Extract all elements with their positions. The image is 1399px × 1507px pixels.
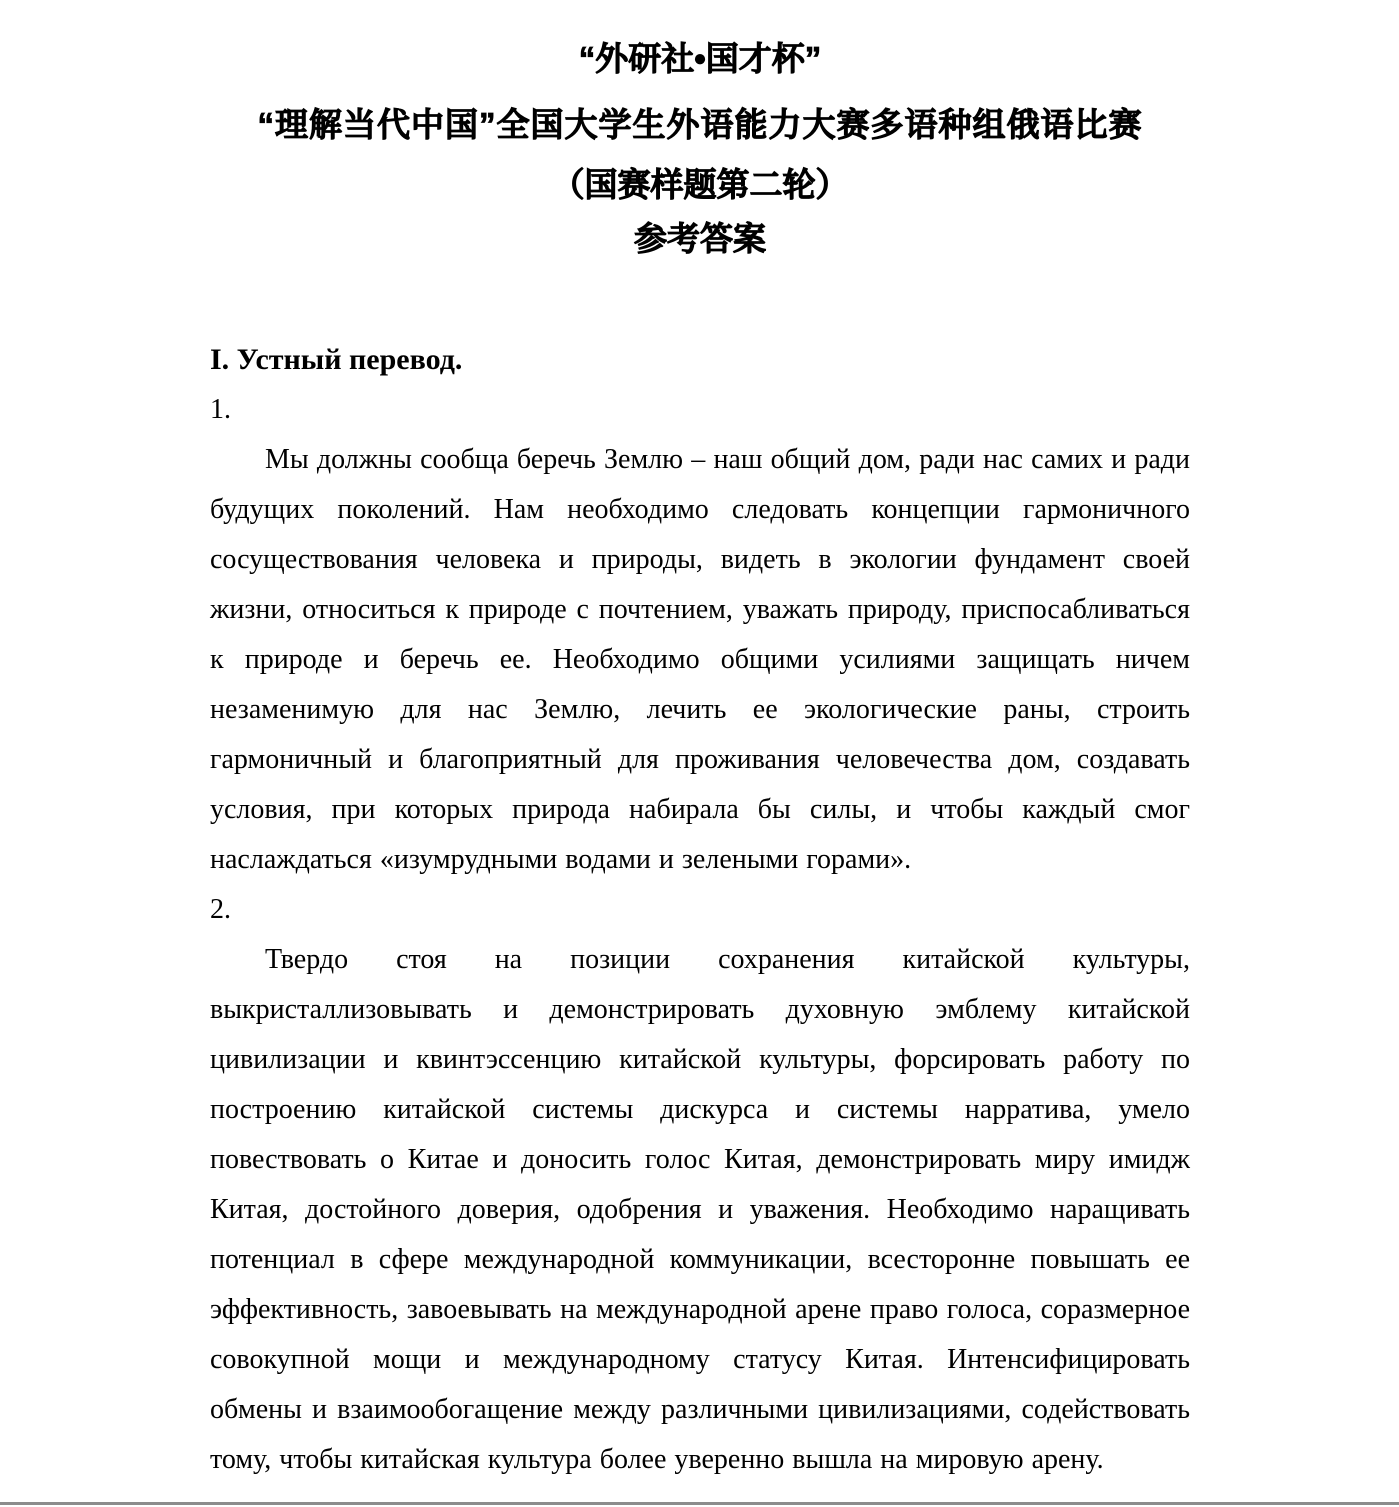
paragraph-1: Мы должны сообща беречь Землю – наш общий дом, ради нас самих и ради будущих поколений. Нам необходимо следовать концепции гармоничного сосуществования человека и природы, видеть в экологии фундамент своей жизни, относиться к природе с почтением, уважать природу, приспосабливаться к природе и беречь ее. Необходимо общими усилиями защищать ничем незаменимую для нас Землю, лечить ее экологические раны, строить гармоничный и благоприятный для проживания человечества дом, создавать условия, при которых природа набирала бы силы, и чтобы каждый смог наслаждаться «изумрудными водами и зелеными горами».: [210, 444, 1190, 875]
title-line-3: （国赛样题第二轮）: [551, 166, 849, 203]
section-heading: I. Устный перевод.: [210, 343, 463, 376]
title-line-1: “外研社•国才杯”: [578, 40, 822, 77]
item-1-number: 1.: [210, 394, 231, 425]
title-line-4: 参考答案: [634, 220, 766, 257]
document-title-block: [210, 42, 1190, 255]
item-2-number: 2.: [210, 894, 231, 925]
paragraph-2: Твердо стоя на позиции сохранения китайской культуры, выкристаллизовывать и демонстрировать духовную эмблему китайской цивилизации и квинтэссенцию китайской культуры, форсировать работу по построению китайской системы дискурса и системы нарратива, умело повествовать о Китае и доносить голос Китая, демонстрировать миру имидж Китая, достойного доверия, одобрения и уважения. Необходимо наращивать потенциал в сфере международной коммуникации, всесторонне повышать ее эффективность, завоевывать на международной арене право голоса, соразмерное совокупной мощи и международному статусу Китая. Интенсифицировать обмены и взаимообогащение между различными цивилизациями, содействовать тому, чтобы китайская культура более уверенно вышла на мировую арену.: [210, 944, 1190, 1475]
page-bottom-edge: [0, 1502, 1399, 1505]
answer-body: [210, 335, 1190, 1485]
title-line-2: “理解当代中国”全国大学生外语能力大赛多语种组俄语比赛: [257, 106, 1143, 143]
